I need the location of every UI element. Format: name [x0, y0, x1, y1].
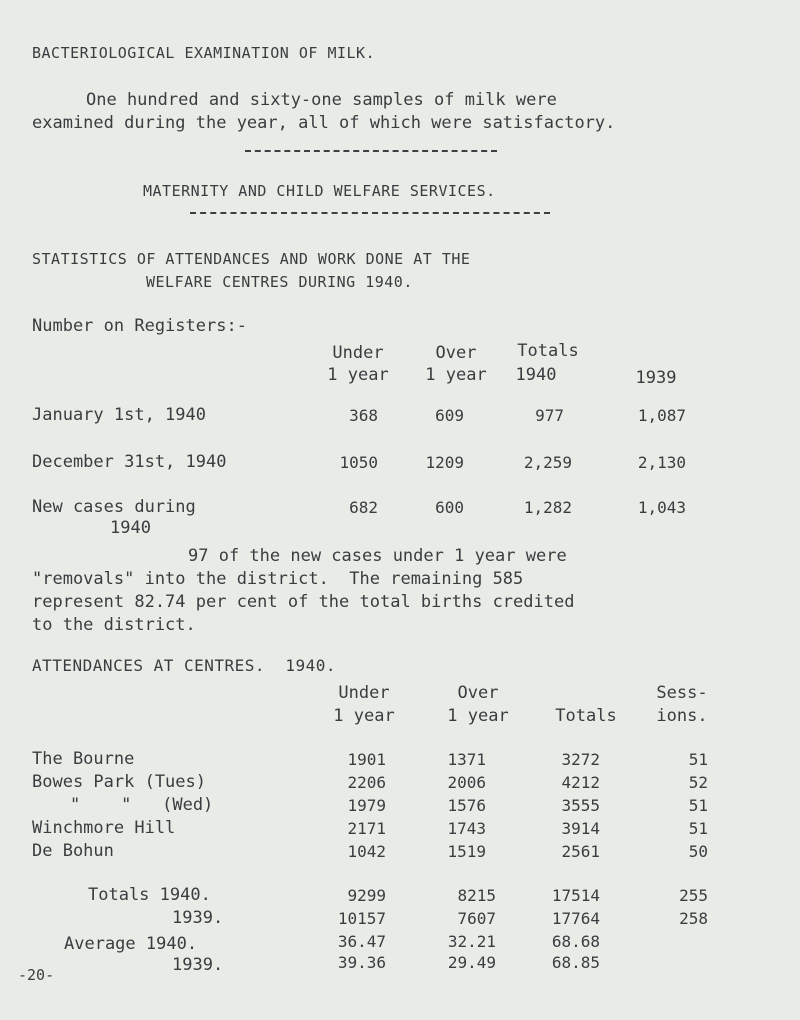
row-label: New cases during — [32, 497, 196, 517]
cell-prev: 1,087 — [637, 406, 686, 425]
col-header-under: Under — [338, 683, 390, 703]
col-header-under-sub: 1 year — [333, 706, 395, 726]
cell-sessions: 51 — [688, 796, 708, 815]
attendances-heading: ATTENDANCES AT CENTRES. 1940. — [32, 656, 336, 675]
cell-under: 2171 — [347, 819, 386, 838]
cell-over: 32.21 — [447, 932, 496, 951]
note-line-4: to the district. — [32, 615, 196, 635]
milk-text-line-1: One hundred and sixty-one samples of milk were — [86, 90, 557, 110]
cell-totals: 68.68 — [551, 932, 600, 951]
cell-totals: 2561 — [561, 842, 600, 861]
cell-over: 8215 — [457, 886, 496, 905]
col-header-totals-year: 1940 — [515, 365, 557, 385]
cell-totals: 17514 — [551, 886, 600, 905]
cell-under: 2206 — [347, 773, 386, 792]
cell-under: 1979 — [347, 796, 386, 815]
divider — [190, 212, 550, 214]
cell-under: 36.47 — [337, 932, 386, 951]
cell-totals: 977 — [535, 406, 564, 425]
col-header-prev-year: 1939 — [635, 368, 677, 388]
stats-heading-line-2: WELFARE CENTRES DURING 1940. — [146, 273, 413, 291]
row-label: The Bourne — [32, 749, 135, 769]
row-label: January 1st, 1940 — [32, 405, 206, 425]
cell-under: 1050 — [339, 453, 378, 472]
cell-over: 1519 — [447, 842, 486, 861]
cell-under: 10157 — [337, 909, 386, 928]
cell-under: 39.36 — [337, 953, 386, 972]
row-label: Totals 1940. — [88, 885, 211, 905]
note-line-1: 97 of the new cases under 1 year were — [188, 546, 567, 566]
cell-under: 1042 — [347, 842, 386, 861]
col-header-totals: Totals — [555, 706, 617, 726]
divider — [245, 150, 497, 152]
row-label-continued: 1940 — [110, 518, 151, 538]
col-header-over: Over — [435, 343, 477, 363]
cell-over: 1576 — [447, 796, 486, 815]
cell-sessions: 50 — [688, 842, 708, 861]
cell-over: 609 — [435, 406, 464, 425]
cell-over: 7607 — [457, 909, 496, 928]
col-header-sessions-sub: ions. — [656, 706, 708, 726]
col-header-over: Over — [457, 683, 499, 703]
note-line-3: represent 82.74 per cent of the total births credited — [32, 592, 575, 612]
cell-prev: 1,043 — [637, 498, 686, 517]
col-header-totals: Totals — [517, 341, 579, 361]
cell-sessions: 51 — [688, 819, 708, 838]
cell-totals: 68.85 — [551, 953, 600, 972]
cell-totals: 4212 — [561, 773, 600, 792]
maternity-heading: MATERNITY AND CHILD WELFARE SERVICES. — [143, 182, 496, 200]
row-label: De Bohun — [32, 841, 114, 861]
row-label: " " (Wed) — [70, 795, 214, 815]
cell-totals: 3272 — [561, 750, 600, 769]
cell-prev: 2,130 — [637, 453, 686, 472]
cell-over: 29.49 — [447, 953, 496, 972]
col-header-over-sub: 1 year — [447, 706, 509, 726]
cell-totals: 1,282 — [523, 498, 572, 517]
cell-over: 1209 — [425, 453, 464, 472]
cell-sessions: 258 — [679, 909, 708, 928]
registers-label: Number on Registers:- — [32, 316, 247, 336]
milk-heading: BACTERIOLOGICAL EXAMINATION OF MILK. — [32, 44, 376, 62]
row-label: Average 1940. — [64, 934, 198, 954]
page-number: -20- — [18, 966, 55, 984]
cell-over: 2006 — [447, 773, 486, 792]
cell-sessions: 255 — [679, 886, 708, 905]
row-label: 1939. — [172, 908, 224, 928]
cell-totals: 2,259 — [523, 453, 572, 472]
col-header-sessions: Sess- — [656, 683, 708, 703]
cell-totals: 17764 — [551, 909, 600, 928]
cell-over: 1371 — [447, 750, 486, 769]
row-label: Bowes Park (Tues) — [32, 772, 206, 792]
cell-sessions: 51 — [688, 750, 708, 769]
row-label: Winchmore Hill — [32, 818, 176, 838]
col-header-over-sub: 1 year — [425, 365, 487, 385]
col-header-under: Under — [332, 343, 384, 363]
cell-totals: 3555 — [561, 796, 600, 815]
cell-under: 1901 — [347, 750, 386, 769]
cell-sessions: 52 — [688, 773, 708, 792]
row-label: 1939. — [172, 955, 224, 975]
cell-under: 9299 — [347, 886, 386, 905]
stats-heading-line-1: STATISTICS OF ATTENDANCES AND WORK DONE AT THE — [32, 250, 471, 268]
cell-over: 1743 — [447, 819, 486, 838]
row-label: December 31st, 1940 — [32, 452, 227, 472]
milk-text-line-2: examined during the year, all of which were satisfactory. — [32, 113, 616, 133]
cell-under: 682 — [349, 498, 378, 517]
note-line-2: "removals" into the district. The remaining 585 — [32, 569, 524, 589]
col-header-under-sub: 1 year — [327, 365, 389, 385]
cell-over: 600 — [435, 498, 464, 517]
cell-totals: 3914 — [561, 819, 600, 838]
cell-under: 368 — [349, 406, 378, 425]
